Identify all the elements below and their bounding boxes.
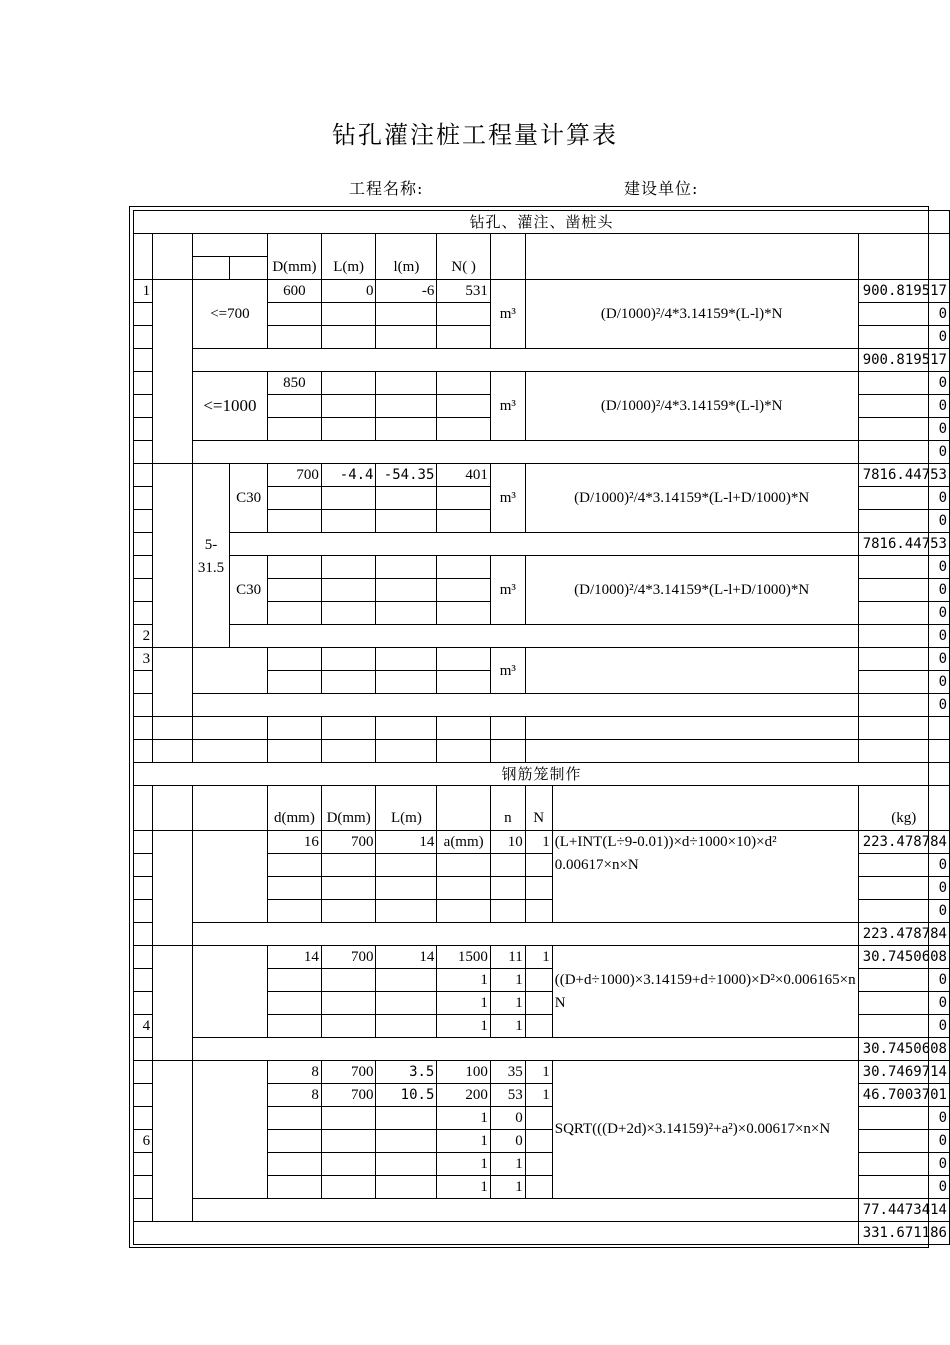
header-D: D(mm) bbox=[321, 786, 376, 831]
qty-cell: 0 bbox=[858, 648, 949, 671]
spec-hoop bbox=[192, 946, 267, 1038]
unit-cell: m³ bbox=[490, 648, 525, 694]
cell-N: 401 bbox=[437, 464, 491, 487]
cell-n: 1 bbox=[490, 1176, 525, 1199]
header-l: l(m) bbox=[376, 234, 437, 280]
qty-cell: 0 bbox=[858, 1015, 949, 1038]
item-main-bar bbox=[153, 831, 193, 946]
spec-main bbox=[192, 831, 267, 923]
header-spec-1 bbox=[192, 257, 230, 280]
subtotal-row bbox=[230, 533, 858, 556]
row-no: 2 bbox=[134, 625, 153, 648]
section-title-drilling: 钻孔、灌注、凿桩头 bbox=[134, 211, 950, 234]
subtotal-row bbox=[192, 441, 858, 464]
item-drilling bbox=[153, 280, 193, 464]
subtotal-row bbox=[192, 349, 858, 372]
spec-spiral bbox=[192, 1061, 267, 1199]
cell-N: 531 bbox=[437, 280, 491, 303]
header-no bbox=[134, 786, 153, 831]
subtotal-row bbox=[192, 1199, 858, 1222]
header-qty bbox=[858, 234, 949, 280]
grade-cell: C30 bbox=[230, 556, 268, 625]
subtotal-value: 0 bbox=[858, 625, 949, 648]
cell-D: 700 bbox=[321, 946, 376, 969]
qty-cell: 30.7469714 bbox=[858, 1061, 949, 1084]
subtotal-value: 900.819517 bbox=[858, 349, 949, 372]
row-no: 4 bbox=[134, 1015, 153, 1038]
qty-cell: 0 bbox=[858, 326, 949, 349]
cell-a: 1 bbox=[437, 1153, 491, 1176]
cell-n: 1 bbox=[490, 992, 525, 1015]
grade-cell: C30 bbox=[230, 464, 268, 533]
cell-n: 53 bbox=[490, 1084, 525, 1107]
cell-a: 100 bbox=[437, 1061, 491, 1084]
cell-D: 700 bbox=[321, 1084, 376, 1107]
cell-n: 35 bbox=[490, 1061, 525, 1084]
header-unit bbox=[490, 234, 525, 280]
header-d: d(mm) bbox=[268, 786, 322, 831]
formula-cell: (D/1000)²/4*3.14159*(L-l+D/1000)*N bbox=[525, 556, 858, 625]
cell-l: -6 bbox=[376, 280, 437, 303]
qty-cell: 0 bbox=[858, 487, 949, 510]
qty-cell: 0 bbox=[858, 418, 949, 441]
header-spec bbox=[192, 234, 267, 257]
cell-N: 1 bbox=[525, 831, 552, 854]
header-L: L(m) bbox=[376, 786, 437, 831]
cell-D: 700 bbox=[321, 1061, 376, 1084]
header-spec bbox=[192, 786, 267, 831]
subtotal-row bbox=[192, 1038, 858, 1061]
cell-a: 1500 bbox=[437, 946, 491, 969]
owner-label: 建设单位: bbox=[624, 179, 699, 198]
cell-d: 16 bbox=[268, 831, 322, 854]
qty-cell: 223.478784 bbox=[858, 831, 949, 854]
spec-cell: <=700 bbox=[192, 280, 267, 349]
qty-cell: 0 bbox=[858, 1107, 949, 1130]
qty-cell: 900.819517 bbox=[858, 280, 949, 303]
section-title-cage: 钢筋笼制作 bbox=[134, 763, 950, 786]
unit-cell: m³ bbox=[490, 556, 525, 625]
subtotal-value: 7816.44753 bbox=[858, 533, 949, 556]
project-name-label: 工程名称: bbox=[349, 179, 424, 198]
qty-cell: 0 bbox=[858, 854, 949, 877]
total-value: 331.671186 bbox=[858, 1222, 949, 1245]
cell-D: 700 bbox=[321, 831, 376, 854]
qty-cell: 0 bbox=[858, 1176, 949, 1199]
formula-cell: (D/1000)²/4*3.14159*(L-l+D/1000)*N bbox=[525, 464, 858, 533]
qty-cell: 0 bbox=[858, 877, 949, 900]
subtotal-value: 77.4473414 bbox=[858, 1199, 949, 1222]
qty-cell: 7816.44753 bbox=[858, 464, 949, 487]
qty-cell: 0 bbox=[858, 1153, 949, 1176]
qty-cell: 0 bbox=[858, 510, 949, 533]
cell-d: 14 bbox=[268, 946, 322, 969]
qty-cell: 0 bbox=[858, 1130, 949, 1153]
cell-L: -4.4 bbox=[321, 464, 376, 487]
cell-a: 1 bbox=[437, 1130, 491, 1153]
header-item bbox=[153, 786, 193, 831]
total-row bbox=[134, 1222, 859, 1245]
row-no: 1 bbox=[134, 280, 153, 303]
unit-cell: m³ bbox=[490, 464, 525, 533]
header-no bbox=[134, 234, 153, 280]
cell-n: 11 bbox=[490, 946, 525, 969]
header-formula bbox=[525, 234, 858, 280]
subtotal-value: 30.7450608 bbox=[858, 1038, 949, 1061]
item-pouring bbox=[153, 464, 193, 648]
cell-L: 14 bbox=[376, 946, 437, 969]
subtotal-value: 223.478784 bbox=[858, 923, 949, 946]
header-item bbox=[153, 234, 193, 280]
cell-a: 1 bbox=[437, 1107, 491, 1130]
page-title: 钻孔灌注桩工程量计算表 bbox=[332, 121, 618, 149]
cell-a: 1 bbox=[437, 1176, 491, 1199]
header-spec-2 bbox=[230, 257, 268, 280]
cell-L: 0 bbox=[321, 280, 376, 303]
cell-n: 0 bbox=[490, 1130, 525, 1153]
unit-cell: m³ bbox=[490, 280, 525, 349]
formula-cell: (D/1000)²/4*3.14159*(L-l)*N bbox=[525, 372, 858, 441]
item-extra bbox=[153, 740, 193, 763]
cell-L: 14 bbox=[376, 831, 437, 854]
formula-cell: (L+INT(L÷9-0.01))×d÷1000×10)×d² 0.00617×n×N bbox=[552, 831, 858, 923]
cell-L: 10.5 bbox=[376, 1084, 437, 1107]
qty-cell: 0 bbox=[858, 579, 949, 602]
qty-cell: 0 bbox=[858, 556, 949, 579]
item-spiral bbox=[153, 1061, 193, 1222]
header-N: N bbox=[525, 786, 552, 831]
cell-a: 200 bbox=[437, 1084, 491, 1107]
formula-cell: (D/1000)²/4*3.14159*(L-l)*N bbox=[525, 280, 858, 349]
qty-cell: 0 bbox=[858, 900, 949, 923]
subtotal-value: 0 bbox=[858, 441, 949, 464]
qty-cell: 0 bbox=[858, 671, 949, 694]
cell-d: 600 bbox=[268, 280, 322, 303]
cell-a: 1 bbox=[437, 992, 491, 1015]
qty-cell: 0 bbox=[858, 372, 949, 395]
cell-n: 1 bbox=[490, 1015, 525, 1038]
item-hoop bbox=[153, 946, 193, 1061]
cell-a: 1 bbox=[437, 969, 491, 992]
formula-cell: ((D+d÷1000)×3.14159+d÷1000)×D²×0.006165×n N bbox=[552, 946, 858, 1038]
cell-n: 1 bbox=[490, 1153, 525, 1176]
header-D: D(mm) bbox=[268, 234, 322, 280]
row-no: 3 bbox=[134, 648, 153, 671]
cell-n: 10 bbox=[490, 831, 525, 854]
item-extra bbox=[153, 717, 193, 740]
cell-n: 0 bbox=[490, 1107, 525, 1130]
item-cutting bbox=[153, 648, 193, 717]
header-formula bbox=[552, 786, 858, 831]
cell-n: 1 bbox=[490, 969, 525, 992]
subtotal-value: 0 bbox=[858, 694, 949, 717]
cell-a: 1 bbox=[437, 1015, 491, 1038]
cell-d: 850 bbox=[268, 372, 322, 395]
unit-cell: m³ bbox=[490, 372, 525, 441]
cell-L: 3.5 bbox=[376, 1061, 437, 1084]
cell-a: a(mm) bbox=[437, 831, 491, 854]
cell-N: 1 bbox=[525, 1061, 552, 1084]
cell-N: 1 bbox=[525, 946, 552, 969]
qty-cell: 0 bbox=[858, 992, 949, 1015]
cell-d: 8 bbox=[268, 1084, 322, 1107]
aggregate-range: 5-31.5 bbox=[192, 464, 230, 648]
cell-d: 8 bbox=[268, 1061, 322, 1084]
spec-cell: <=1000 bbox=[192, 372, 267, 441]
qty-cell: 0 bbox=[858, 395, 949, 418]
row-no: 6 bbox=[134, 1130, 153, 1153]
qty-cell: 46.7003701 bbox=[858, 1084, 949, 1107]
header-kg: (kg) bbox=[858, 786, 949, 831]
cell-d: 700 bbox=[268, 464, 322, 487]
header-a bbox=[437, 786, 491, 831]
qty-cell: 30.7450608 bbox=[858, 946, 949, 969]
formula-cell: SQRT(((D+2d)×3.14159)²+a²)×0.00617×n×N bbox=[552, 1061, 858, 1199]
subtotal-row bbox=[230, 625, 858, 648]
quantity-table bbox=[133, 210, 950, 1245]
qty-cell: 0 bbox=[858, 602, 949, 625]
cell-N: 1 bbox=[525, 1084, 552, 1107]
header-L: L(m) bbox=[321, 234, 376, 280]
subtotal-row bbox=[192, 694, 858, 717]
subtotal-row bbox=[192, 923, 858, 946]
header-N: N( ) bbox=[437, 234, 491, 280]
header-n: n bbox=[490, 786, 525, 831]
cell-l: -54.35 bbox=[376, 464, 437, 487]
qty-cell: 0 bbox=[858, 303, 949, 326]
qty-cell: 0 bbox=[858, 969, 949, 992]
